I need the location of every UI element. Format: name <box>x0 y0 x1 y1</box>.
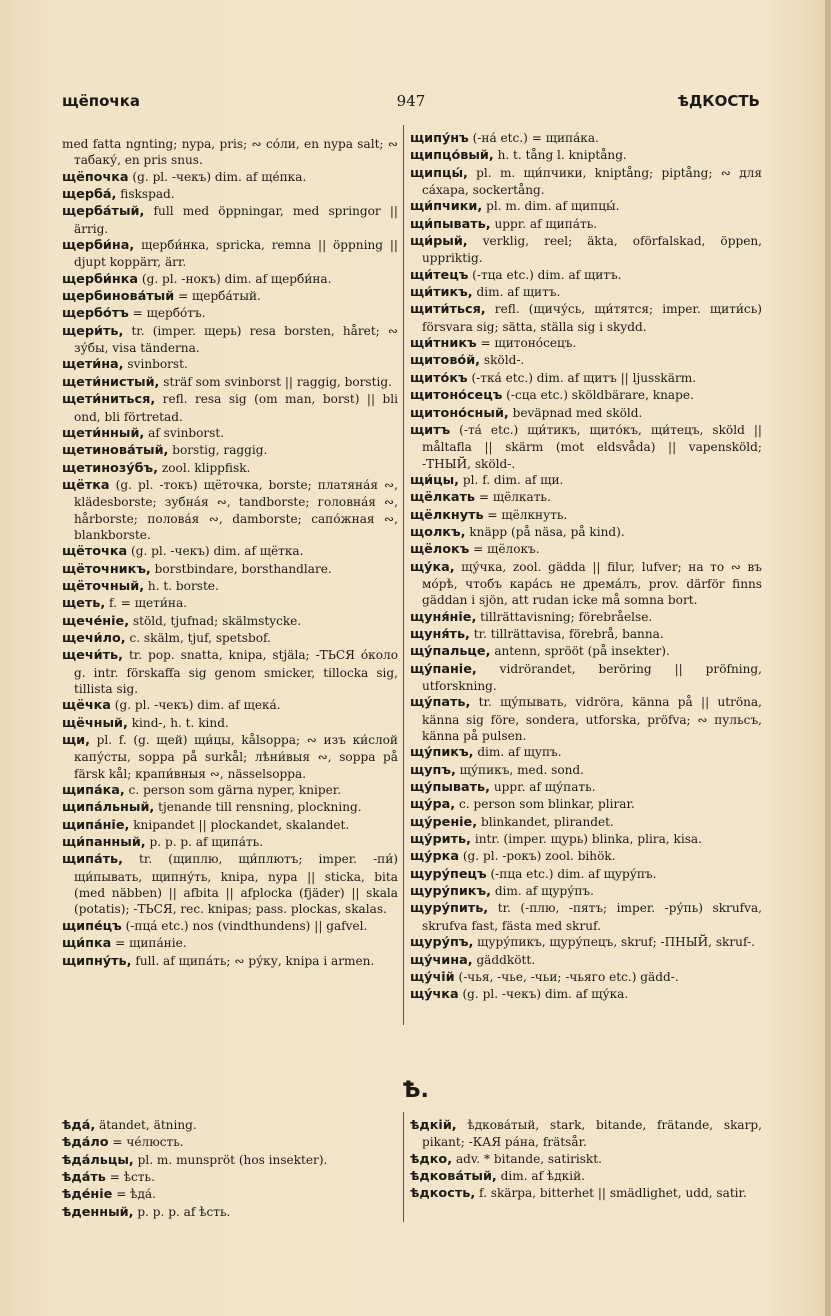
entry-definition: c. person som blinkar, plirar. <box>455 797 635 812</box>
entry-headword: щи́тникъ <box>410 336 477 352</box>
entry-headword: щи́пка <box>62 936 112 952</box>
entry-definition: = щёлокъ. <box>469 542 540 557</box>
entry-definition: = щёлкать. <box>475 490 551 505</box>
entry-definition: = щёлкнуть. <box>483 507 568 522</box>
entry-headword: щёлкать <box>410 490 476 506</box>
entry-headword: щитово́й, <box>410 353 481 369</box>
dictionary-entry <box>410 352 762 369</box>
entry-definition: svinborst. <box>123 357 188 372</box>
entry-definition: tr. (imper. щерь) resa borsten, håret; ∾ зу́бы, visa tänderna. <box>74 323 398 356</box>
entry-definition: c. person som gärna nyper, kniper. <box>124 783 342 798</box>
left-guide-word: щёпочка <box>62 92 141 110</box>
entry-definition: knipandet || plockandet, skalandet. <box>129 817 350 832</box>
entry-headword: щетинозу́бъ, <box>62 460 159 476</box>
entry-definition: pl. m. dim. af щипцы́. <box>482 199 620 214</box>
entry-definition: med fatta ngnting; nypa, pris; ∾ со́ли, en nypa salt; ∾ табаку́, en pris snus. <box>62 137 398 168</box>
dictionary-entry <box>62 374 398 391</box>
entry-definition: (g. pl. -чекъ) dim. af щу́ка. <box>458 987 629 1002</box>
entry-headword: щи́панный, <box>62 835 146 851</box>
entry-definition: (-на́ etc.) = щипа́ка. <box>468 131 599 145</box>
dictionary-entry <box>62 630 398 647</box>
page-edge <box>825 0 831 1316</box>
entry-headword: щуру́пикъ, <box>410 884 491 900</box>
entry-headword: щетинова́тый, <box>62 443 169 459</box>
entry-headword: ѣдко, <box>410 1151 453 1167</box>
dictionary-entry <box>410 986 762 1003</box>
entry-definition: (g. pl. -чекъ) dim. af щека́. <box>110 698 281 713</box>
dictionary-entry <box>410 147 762 164</box>
dictionary-entry <box>62 595 398 612</box>
dictionary-entry <box>410 866 762 883</box>
entry-definition: tjenande till rensning, plockning. <box>154 800 362 815</box>
entry-headword: щу́реніе, <box>410 814 478 830</box>
entry-headword: щёчный, <box>62 715 128 731</box>
entry-definition: full med öppningar, med springor || ärrig. <box>74 204 398 236</box>
entry-definition: p. p. p. af ѣсть. <box>133 1204 231 1219</box>
entry-headword: щипу́нъ <box>410 131 469 146</box>
entry-definition: = щипа́ніе. <box>111 936 187 951</box>
entry-headword: щерби́на, <box>62 238 135 254</box>
entry-definition: (-чья, -чье, -чьи; -чьяго etc.) gädd-. <box>454 969 679 984</box>
dictionary-entry <box>410 796 762 813</box>
dictionary-entry <box>410 216 762 233</box>
entry-definition: fiskspad. <box>116 187 175 202</box>
dictionary-entry <box>62 425 398 442</box>
entry-headword: щерби́нка <box>62 271 139 287</box>
entry-definition: (g. pl. -нокъ) dim. af щерби́на. <box>138 271 332 286</box>
entry-definition: uppr. af щипа́ть. <box>490 216 598 231</box>
entry-definition: tr. tillrättavisa, förebrå, banna. <box>469 626 664 641</box>
dictionary-entry <box>62 305 398 322</box>
entry-definition: stöld, tjufnad; skälmstycke. <box>129 613 302 628</box>
entry-definition: borstig, raggig. <box>168 443 268 458</box>
dictionary-entry <box>62 271 398 288</box>
entry-definition: refl. resa sig (om man, borst) || bli ond, bli förtretad. <box>74 392 398 424</box>
entry-definition: beväpnad med sköld. <box>508 405 643 420</box>
entry-headword: щуру́пецъ <box>410 866 487 882</box>
dictionary-entry <box>410 1185 762 1202</box>
dictionary-entry <box>62 1204 398 1221</box>
entry-definition: dim. af щупъ. <box>473 745 562 760</box>
entry-headword: щипну́ть, <box>62 953 132 969</box>
dictionary-entry <box>410 694 762 744</box>
dictionary-entry <box>62 935 398 952</box>
dictionary-entry <box>62 186 398 203</box>
entry-definition: blinkandet, plirandet. <box>477 814 614 829</box>
dictionary-entry <box>62 715 398 732</box>
entry-definition: f. = щети́на. <box>105 596 188 611</box>
entry-definition: kind-, h. t. kind. <box>127 715 229 730</box>
entry-headword: щипа́льный, <box>62 800 155 816</box>
entry-definition: intr. (imper. щурь) blinka, plira, kisa. <box>471 832 702 847</box>
entry-headword: щу́рка <box>410 849 459 865</box>
entry-definition: (-тка́ etc.) dim. af щитъ || ljusskärm. <box>467 370 697 385</box>
entry-headword: щети́на, <box>62 357 124 373</box>
dictionary-entry <box>410 883 762 900</box>
entry-definition: (g. pl. -токъ) щёточка, borste; платяна́я ∾, klädesborste; зубна́я ∾, tandborste; головна́я ∾, hårborste; полова́я ∾, damborste; сапо́жная ∾, blankborste. <box>74 477 398 542</box>
dictionary-entry <box>410 130 762 147</box>
entry-headword: щу́пикъ, <box>410 745 474 761</box>
dictionary-entry <box>410 335 762 352</box>
dictionary-entry <box>410 779 762 796</box>
dictionary-entry <box>62 1152 398 1169</box>
entry-headword: щипа́ніе, <box>62 817 130 833</box>
entry-headword: ѣдкова́тый, <box>410 1169 497 1185</box>
entry-headword: щуня́ніе, <box>410 609 477 625</box>
entry-definition: tr. (щиплю, щи́плютъ; imper. -пи́) щи́пывать, щипну́ть, knipa, nypa || sticka, bita (med näbben) || afbita || afplocka (fjäder) || skala (potatis); -ТЬСЯ, rec. knipas; pass. plockas, skalas. <box>74 852 398 917</box>
dictionary-entry <box>410 301 762 335</box>
dictionary-entry <box>62 543 398 560</box>
dictionary-entry <box>62 356 398 373</box>
entry-definition: tr. pop. snatta, knipa, stjäla; -ТЬСЯ о́коло g. intr. förskaffa sig genom smicker, tillocka sig, tillista sig. <box>74 648 398 696</box>
entry-definition: verklig, reel; äkta, oförfalskad, öppen, uppriktig. <box>422 234 762 266</box>
entry-headword: щипцо́вый, <box>410 148 494 164</box>
dictionary-entry <box>62 288 398 305</box>
dictionary-entry <box>410 609 762 626</box>
dictionary-entry <box>62 697 398 714</box>
entry-definition: c. skälm, tjuf, spetsbof. <box>125 630 271 645</box>
dictionary-entry <box>62 442 398 459</box>
dictionary-entry <box>62 1169 398 1186</box>
entry-headword: щёлкнуть <box>410 507 484 523</box>
entry-headword: щу́пать, <box>410 695 471 711</box>
dictionary-entry <box>62 834 398 851</box>
dictionary-entry <box>62 647 398 697</box>
entry-definition: zool. klippfisk. <box>158 460 251 475</box>
entry-definition: uppr. af щу́пать. <box>490 780 596 795</box>
entry-definition: dim. af щуру́пъ. <box>490 884 594 899</box>
entry-definition: pl. f. dim. af щи. <box>459 472 564 487</box>
dictionary-entry <box>410 559 762 609</box>
entry-headword: щёпочка <box>62 169 129 185</box>
dictionary-entry <box>410 900 762 934</box>
entry-headword: щи́тикъ, <box>410 285 473 301</box>
dictionary-entry <box>410 1151 762 1168</box>
dictionary-entry <box>410 952 762 969</box>
entry-headword: щуня́ть, <box>410 626 470 642</box>
dictionary-entry <box>410 233 762 267</box>
entry-definition: knäpp (på näsa, på kind). <box>465 524 625 539</box>
entry-definition: f. skärpa, bitterhet || smädlighet, udd, satir. <box>475 1186 747 1201</box>
entry-headword: щу́чій <box>410 969 455 985</box>
entry-headword: щитоно́сный, <box>410 405 509 421</box>
entry-headword: щёточный, <box>62 578 145 594</box>
dictionary-entry <box>62 953 398 970</box>
dictionary-entry <box>62 1117 398 1134</box>
dictionary-entry <box>410 1117 762 1151</box>
entry-headword: щолкъ, <box>410 524 466 540</box>
entry-definition: refl. (щичу́сь, щи́тятся; imper. щити́сь) försvara sig; sätta, ställa sig i skydd. <box>422 302 762 334</box>
dictionary-entry <box>410 969 762 986</box>
entry-definition: (g. pl. -чекъ) dim. af щётка. <box>127 544 304 559</box>
dictionary-entry <box>410 524 762 541</box>
entry-headword: щу́пывать, <box>410 780 491 796</box>
entry-headword: ѣда́ть <box>62 1170 106 1186</box>
dictionary-entry <box>410 267 762 284</box>
dictionary-entry <box>410 626 762 643</box>
entry-definition: sträf som svinborst || raggig, borstig. <box>159 374 392 389</box>
entry-headword: ѣденный, <box>62 1204 134 1220</box>
entry-headword: щуру́пить, <box>410 901 489 917</box>
entry-definition: = че́люсть. <box>108 1135 184 1150</box>
entry-definition: ѣдкова́тый, stark, bitande, frätande, skarp, pikant; -КАЯ ра́на, frätsår. <box>422 1118 762 1150</box>
entry-definition: (-пца́ etc.) nos (vindthundens) || gafvel. <box>121 918 368 933</box>
dictionary-entry <box>62 1134 398 1151</box>
page-header <box>62 92 760 116</box>
entry-headword: щу́рить, <box>410 832 471 848</box>
entry-definition: pl. f. (g. щей) щи́цы, kålsoppa; ∾ изъ ки́слой капу́сты, soppa på surkål; лѣни́выя ∾, soppa på färsk kål; крапи́вныя ∾, nässelsoppa. <box>74 733 398 781</box>
dictionary-entry <box>410 762 762 779</box>
dictionary-entry <box>410 541 762 558</box>
entry-definition: ätandet, ätning. <box>95 1118 197 1132</box>
entry-definition: antenn, sprööt (på insekter). <box>490 644 670 659</box>
dictionary-entry <box>62 561 398 578</box>
entry-headword: щёлокъ <box>410 542 470 558</box>
entry-definition: gäddkött. <box>472 952 536 967</box>
entry-headword: щитъ <box>410 422 451 438</box>
entry-definition: = щербо́тъ. <box>128 306 206 321</box>
entry-headword: щипа́ка, <box>62 783 125 799</box>
entry-headword: щу́паніе, <box>410 661 477 677</box>
entry-definition: (-сца etc.) sköldbärare, knape. <box>502 388 694 403</box>
bottom-left-column <box>62 1117 398 1221</box>
entry-definition: dim. af щитъ. <box>472 285 561 300</box>
entry-headword: щербо́тъ <box>62 306 129 322</box>
entry-headword: щу́ка, <box>410 559 455 575</box>
dictionary-entry <box>62 918 398 935</box>
dictionary-entry <box>410 831 762 848</box>
entry-definition: h. t. tång l. kniptång. <box>493 148 627 163</box>
dictionary-entry <box>62 817 398 834</box>
entry-headword: щети́нный, <box>62 425 145 441</box>
dictionary-entry <box>410 370 762 387</box>
entry-headword: щети́нистый, <box>62 374 160 390</box>
dictionary-entry <box>410 198 762 215</box>
entry-definition: p. p. p. af щипа́ть. <box>145 835 264 850</box>
entry-definition: af svinborst. <box>144 425 225 440</box>
entry-headword: щи́пчики, <box>410 199 483 215</box>
dictionary-entry <box>62 477 398 543</box>
left-column <box>62 136 398 970</box>
entry-definition: = ѣсть. <box>105 1170 155 1185</box>
entry-headword: щу́чина, <box>410 952 473 968</box>
entry-definition: adv. * bitande, satiriskt. <box>452 1151 602 1166</box>
entry-headword: щербинова́тый <box>62 289 175 305</box>
dictionary-entry <box>62 578 398 595</box>
dictionary-entry <box>410 934 762 951</box>
entry-headword: ѣда́ло <box>62 1135 109 1151</box>
dictionary-entry <box>410 507 762 524</box>
entry-headword: ѣде́ніе <box>62 1187 113 1203</box>
entry-headword: щито́къ <box>410 370 468 386</box>
entry-headword: щече́ніе, <box>62 613 130 629</box>
entry-headword: щёточникъ, <box>62 561 151 577</box>
dictionary-entry <box>410 1168 762 1185</box>
entry-headword: щети́ниться, <box>62 392 156 408</box>
entry-headword: щупъ, <box>410 762 456 778</box>
entry-definition: pl. m. munspröt (hos insekter). <box>133 1152 328 1167</box>
entry-definition: vidrörandet, beröring || pröfning, utforskning. <box>422 661 762 693</box>
entry-headword: ѣдкость, <box>410 1186 476 1202</box>
section-letter: Ѣ. <box>402 1078 429 1103</box>
entry-headword: щу́пальце, <box>410 644 491 660</box>
dictionary-entry <box>62 391 398 425</box>
entry-definition: pl. m. щи́пчики, kniptång; piptång; ∾ для са́хара, sockertång. <box>422 165 762 198</box>
entry-definition: tr. щу́пывать, vidröra, känna på || utröna, känna sig före, sondera, utforska, pröfva; ∾ пульсъ, känna på pulsen. <box>422 695 762 744</box>
entry-headword: щечи́ть, <box>62 648 123 664</box>
entry-definition: h. t. borste. <box>144 578 219 593</box>
entry-headword: ѣдкій, <box>410 1118 457 1133</box>
entry-headword: ѣда́льцы, <box>62 1152 134 1168</box>
dictionary-entry <box>62 851 398 917</box>
entry-definition: dim. af ѣдкій. <box>496 1169 585 1184</box>
entry-headword: щери́ть, <box>62 323 124 339</box>
dictionary-entry <box>62 169 398 186</box>
entry-headword: щу́ра, <box>410 797 456 813</box>
entry-headword: щи́пывать, <box>410 216 491 232</box>
entry-definition: (-пца etc.) dim. af щуру́пъ. <box>486 866 657 881</box>
entry-headword: щи́тецъ <box>410 267 469 283</box>
entry-definition: щуру́пикъ, щуру́пецъ, skruf; -ПНЫЙ, skruf-. <box>473 935 755 950</box>
right-column <box>410 130 762 1004</box>
entry-definition: = ѣда́. <box>112 1187 156 1202</box>
dictionary-entry <box>410 643 762 660</box>
dictionary-entry <box>62 1186 398 1203</box>
dictionary-entry <box>62 799 398 816</box>
entry-definition: щу́чка, zool. gädda || filur, lufver; на то ∾ въ мо́рѣ, чтобъ кара́сь не дрема́лъ, prov. därför finns gäddan i sjön, att rudan icke må somna bort. <box>422 559 762 608</box>
entry-headword: щерба́тый, <box>62 204 145 220</box>
entry-definition: sköld-. <box>480 353 525 368</box>
dictionary-entry <box>62 782 398 799</box>
dictionary-entry <box>410 744 762 761</box>
dictionary-entry <box>62 613 398 630</box>
entry-definition: = щерба́тый. <box>174 289 261 304</box>
dictionary-entry <box>410 472 762 489</box>
page-number: 947 <box>396 92 426 110</box>
dictionary-entry <box>410 814 762 831</box>
dictionary-entry <box>410 284 762 301</box>
entry-headword: щёчка <box>62 698 111 714</box>
dictionary-entry <box>410 848 762 865</box>
entry-definition: tr. (-плю, -пятъ; imper. -ру́пь) skrufva, skrufva fast, fästa med skruf. <box>422 901 762 933</box>
entry-definition: (g. pl. -рокъ) zool. bihök. <box>458 849 616 864</box>
bottom-column-divider <box>403 1112 404 1222</box>
entry-headword: щипа́ть, <box>62 852 123 868</box>
entry-headword: щуру́пъ, <box>410 935 474 951</box>
entry-headword: щи́цы, <box>410 472 460 488</box>
dictionary-entry <box>410 489 762 506</box>
dictionary-entry <box>410 661 762 695</box>
entry-headword: щерба́, <box>62 187 117 203</box>
entry-definition: borstbindare, borsthandlare. <box>150 561 332 576</box>
column-divider <box>403 125 404 1025</box>
entry-headword: щитоно́сецъ <box>410 388 503 404</box>
dictionary-entry <box>62 732 398 782</box>
entry-headword: щётка <box>62 477 110 493</box>
dictionary-entry <box>62 136 398 169</box>
bottom-right-column <box>410 1117 762 1203</box>
entry-definition: щу́пикъ, med. sond. <box>455 762 584 777</box>
entry-definition: щерби́нка, spricka, remna || öppning || djupt koppärr, ärr. <box>74 238 398 270</box>
entry-headword: ѣда́, <box>62 1118 96 1133</box>
entry-headword: щи́рый, <box>410 234 468 250</box>
entry-definition: (g. pl. -чекъ) dim. af ще́пка. <box>128 169 307 184</box>
right-guide-word: ѣДКОСТЬ <box>677 92 760 110</box>
dictionary-entry <box>62 460 398 477</box>
entry-definition: (-тца etc.) dim. af щитъ. <box>468 267 622 282</box>
dictionary-entry <box>62 323 398 357</box>
entry-definition: = щитоно́сецъ. <box>476 336 577 351</box>
entry-definition: full. af щипа́ть; ∾ ру́ку, knipa i armen. <box>131 953 375 968</box>
dictionary-entry <box>62 203 398 237</box>
dictionary-entry <box>62 237 398 271</box>
entry-headword: щечи́ло, <box>62 630 126 646</box>
dictionary-entry <box>410 405 762 422</box>
dictionary-entry <box>410 422 762 472</box>
entry-headword: щу́чка <box>410 987 459 1003</box>
entry-definition: (-та́ etc.) щи́тикъ, щито́къ, щи́тецъ, sköld || måltafla || skärm (mot eldsvåda) || vapensköld; -ТНЫЙ, sköld-. <box>422 422 762 471</box>
entry-headword: щи, <box>62 733 90 749</box>
entry-headword: щёточка <box>62 544 128 560</box>
entry-headword: щити́ться, <box>410 302 486 318</box>
entry-definition: tillrättavisning; förebråelse. <box>476 609 653 624</box>
entry-headword: щипцы́, <box>410 165 468 181</box>
entry-headword: щеть, <box>62 596 106 612</box>
entry-headword: щипе́цъ <box>62 918 122 934</box>
dictionary-entry <box>410 165 762 199</box>
dictionary-entry <box>410 387 762 404</box>
